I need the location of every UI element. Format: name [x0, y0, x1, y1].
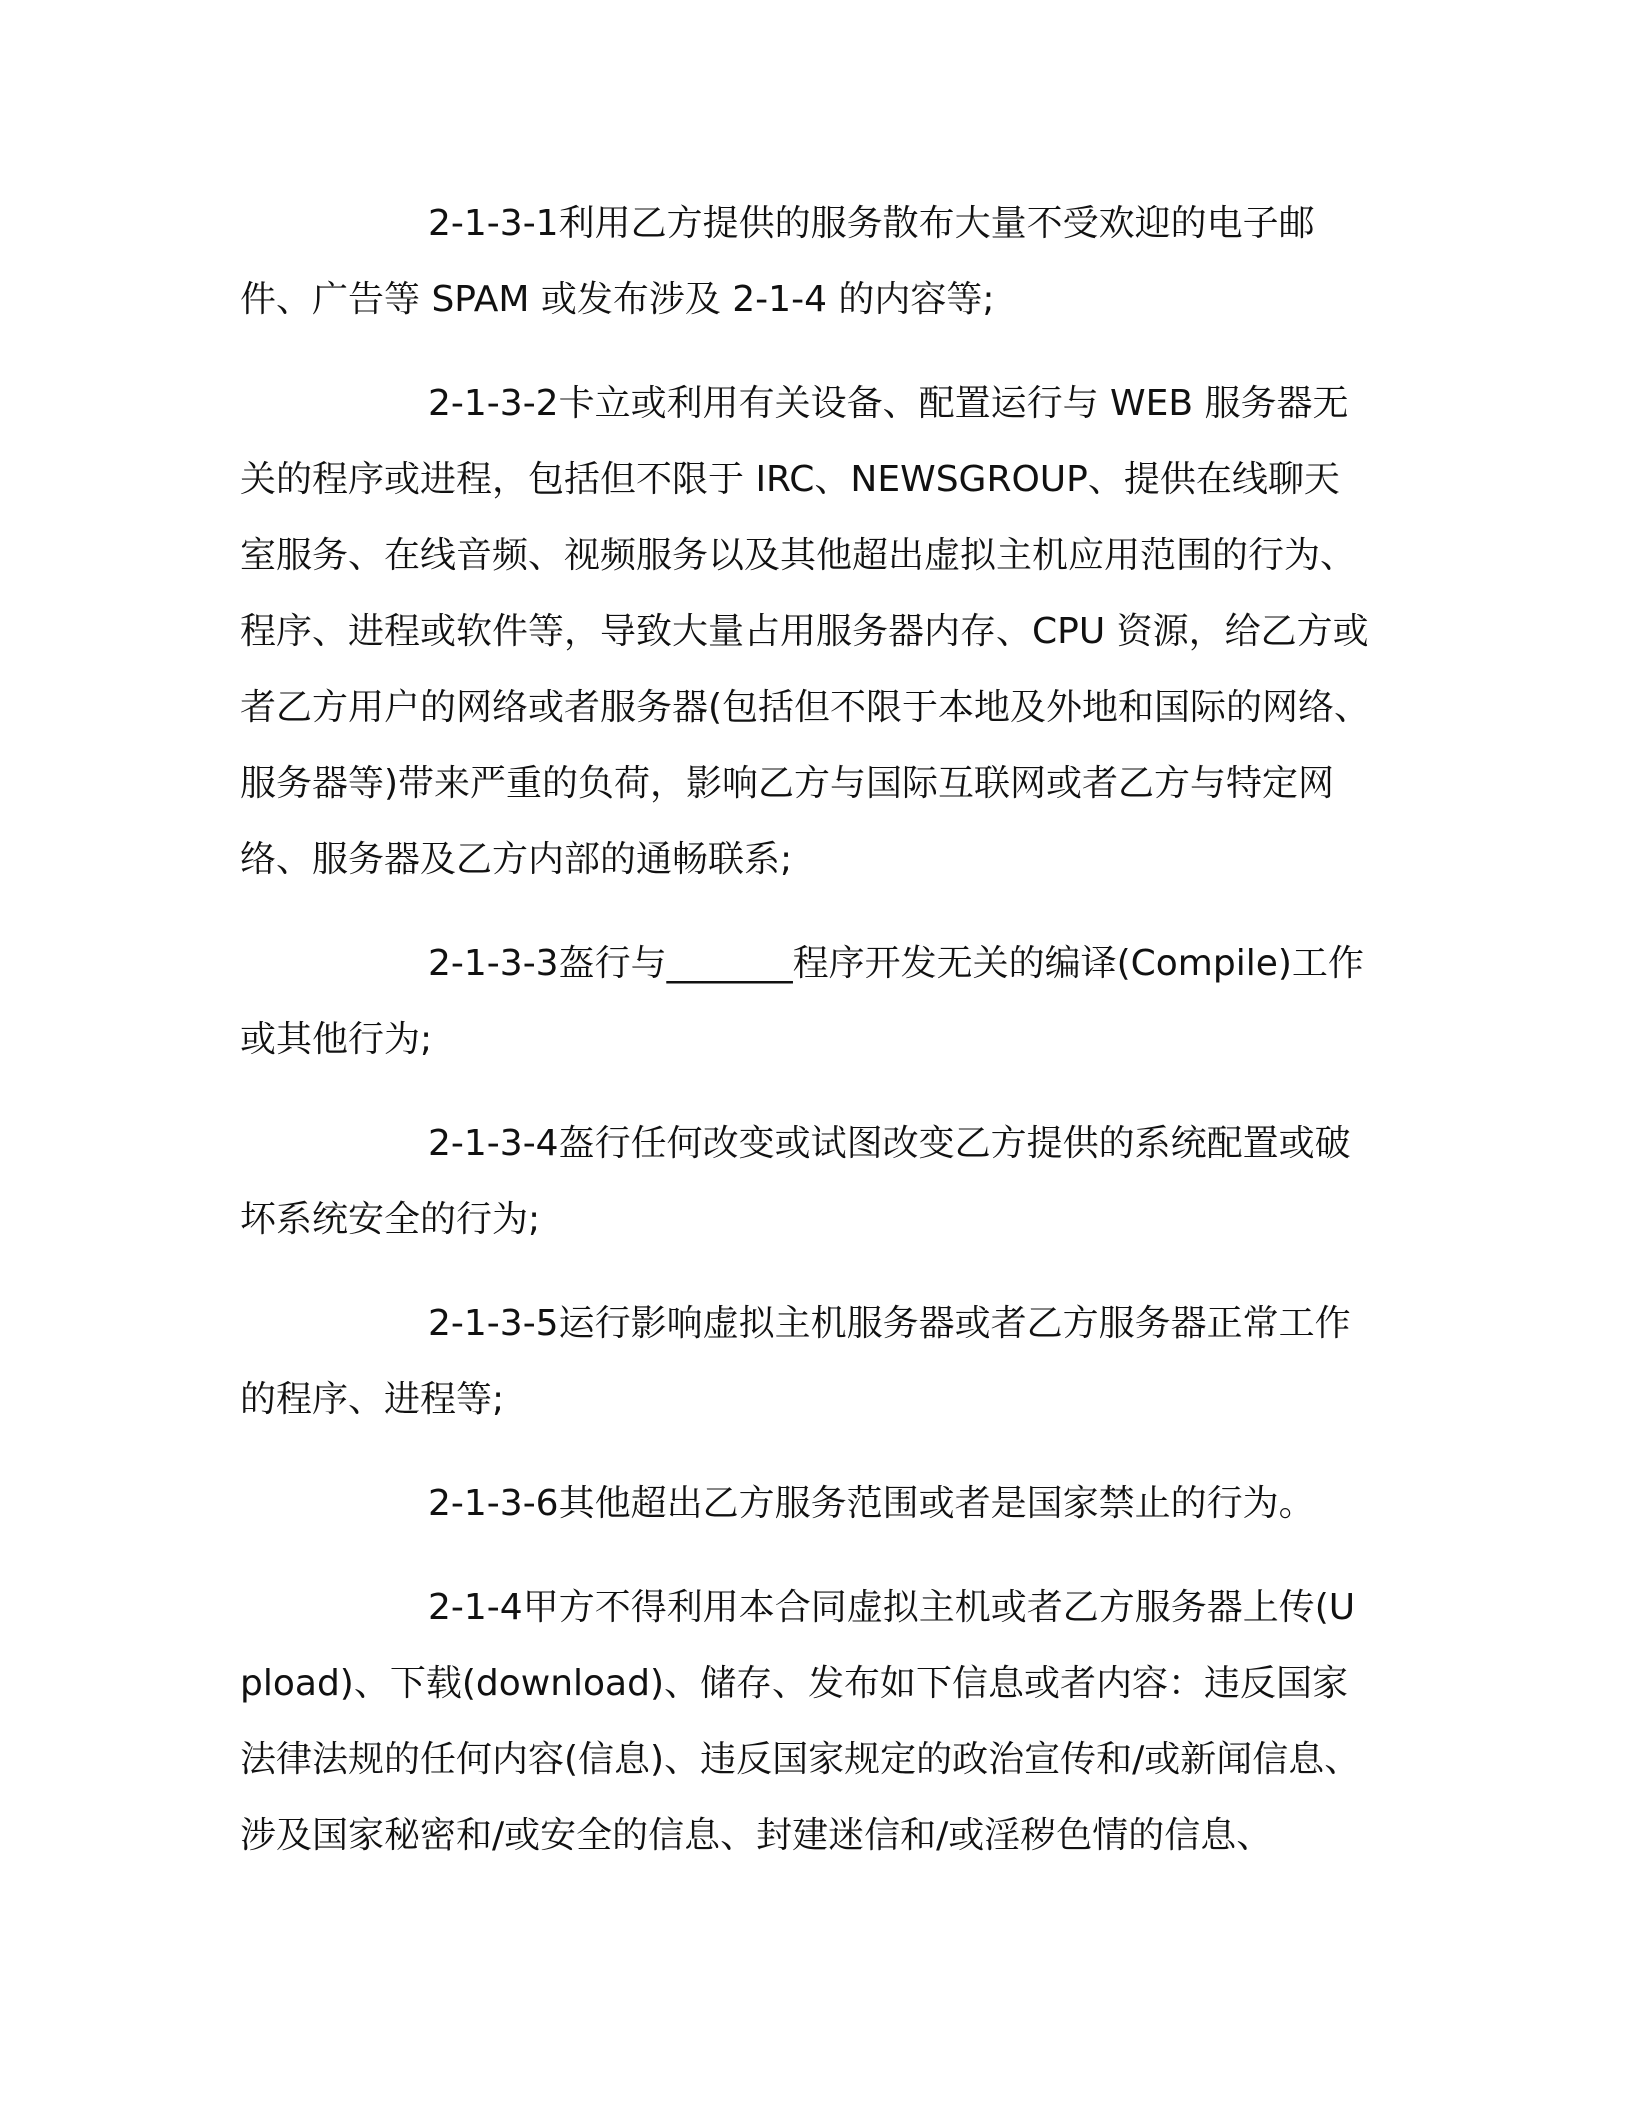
- clause-number: 2-1-3-3: [428, 943, 559, 984]
- clause-number: 2-1-3-4: [428, 1123, 559, 1164]
- clause-2-1-3-6: [240, 1466, 1375, 1542]
- clause-number: 2-1-3-1: [428, 203, 559, 244]
- clause-text: 甲方不得利用本合同虚拟主机或者乙方服务器上传(Upload)、下载(download)、储存、发布如下信息或者内容：违反国家法律法规的任何内容(信息)、违反国家规定的政治宣传和/或新闻信息、涉及国家秘密和/或安全的信息、封建迷信和/或淫秽色情的信息、: [240, 1587, 1361, 1856]
- document-body: [240, 186, 1375, 1902]
- clause-text: 盔行与_______程序开发无关的编译(Compile)工作或其他行为;: [240, 943, 1364, 1060]
- clause-number: 2-1-4: [428, 1587, 523, 1628]
- clause-text: 运行影响虚拟主机服务器或者乙方服务器正常工作的程序、进程等;: [240, 1303, 1351, 1420]
- clause-2-1-3-3: [240, 926, 1375, 1078]
- clause-text: 利用乙方提供的服务散布大量不受欢迎的电子邮件、广告等 SPAM 或发布涉及 2-1-4 的内容等;: [240, 203, 1315, 320]
- clause-2-1-3-4: [240, 1106, 1375, 1258]
- clause-text: 卡立或利用有关设备、配置运行与 WEB 服务器无关的程序或进程，包括但不限于 IRC、NEWSGROUP、提供在线聊天室服务、在线音频、视频服务以及其他超出虚拟主机应用范围的行为、程序、进程或软件等，导致大量占用服务器内存、CPU 资源，给乙方或者乙方用户的网络或者服务器(包括但不限于本地及外地和国际的网络、服务器等)带来严重的负荷，影响乙方与国际互联网或者乙方与特定网络、服务器及乙方内部的通畅联系;: [240, 383, 1371, 880]
- clause-text: 其他超出乙方服务范围或者是国家禁止的行为。: [558, 1483, 1315, 1524]
- clause-number: 2-1-3-6: [428, 1483, 559, 1524]
- clause-2-1-3-5: [240, 1286, 1375, 1438]
- clause-2-1-3-2: [240, 366, 1375, 898]
- clause-number: 2-1-3-2: [428, 383, 559, 424]
- clause-2-1-3-1: [240, 186, 1375, 338]
- clause-number: 2-1-3-5: [428, 1303, 559, 1344]
- clause-2-1-4: [240, 1570, 1375, 1874]
- clause-text: 盔行任何改变或试图改变乙方提供的系统配置或破坏系统安全的行为;: [240, 1123, 1351, 1240]
